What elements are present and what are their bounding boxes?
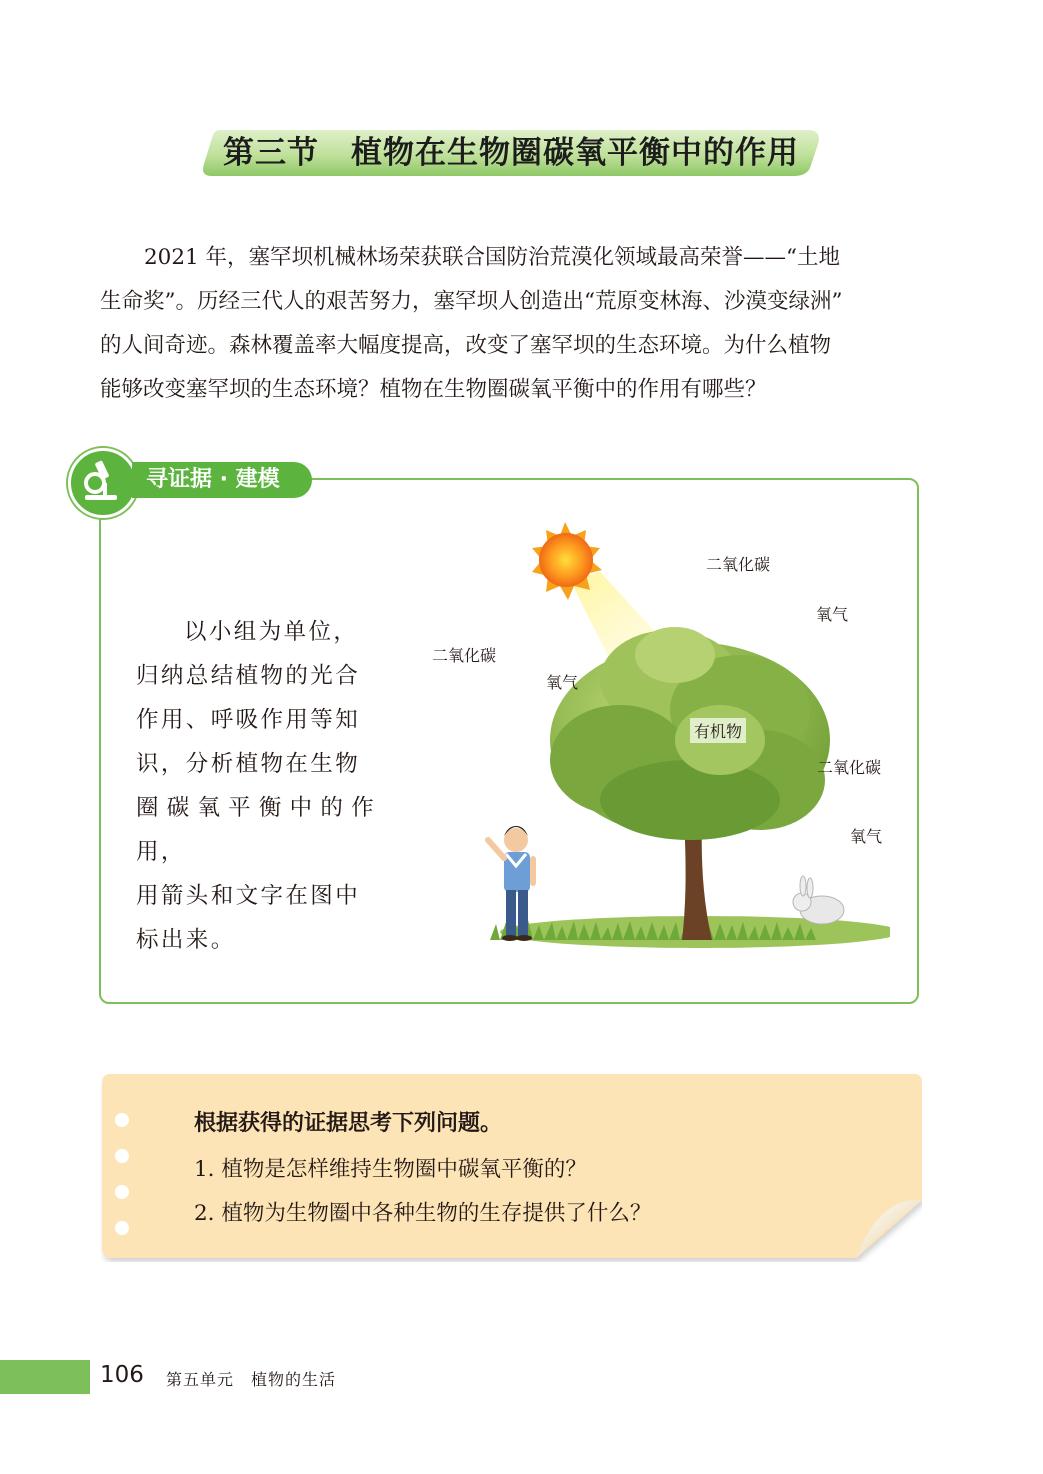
intro-line: 的人间奇迹。森林覆盖率大幅度提高，改变了塞罕坝的生态环境。为什么植物 bbox=[100, 333, 832, 358]
task-line: 以小组为单位， bbox=[184, 619, 359, 645]
label-o2-right: 氧气 bbox=[850, 827, 883, 846]
task-line: 作用、呼吸作用等知 bbox=[136, 707, 361, 733]
question-item: 2. 植物为生物圈中各种生物的生存提供了什么？ bbox=[194, 1201, 652, 1226]
carbon-oxygen-illustration bbox=[420, 510, 890, 960]
label-co2-top: 二氧化碳 bbox=[706, 555, 771, 574]
microscope-icon bbox=[81, 459, 121, 503]
label-organic-matter: 有机物 bbox=[690, 718, 746, 743]
page-number: 106 bbox=[100, 1362, 144, 1388]
task-line: 识，分析植物在生物 bbox=[136, 751, 361, 777]
section-title-bar bbox=[198, 128, 824, 178]
question-item: 1. 植物是怎样维持生物圈中碳氧平衡的？ bbox=[194, 1157, 587, 1182]
task-line: 圈碳氧平衡中的作用， bbox=[136, 795, 376, 865]
activity-badge bbox=[68, 448, 138, 518]
label-co2-left: 二氧化碳 bbox=[432, 646, 497, 665]
intro-line: 生命奖”。历经三代人的艰苦努力，塞罕坝人创造出“荒原变林海、沙漠变绿洲” bbox=[100, 289, 843, 314]
intro-line: 能够改变塞罕坝的生态环境？植物在生物圈碳氧平衡中的作用有哪些？ bbox=[100, 377, 767, 402]
footer-accent-bar bbox=[0, 1360, 90, 1394]
label-o2-left: 氧气 bbox=[546, 673, 579, 692]
label-o2-top: 氧气 bbox=[816, 605, 849, 624]
activity-task bbox=[136, 610, 376, 962]
task-line: 标出来。 bbox=[136, 927, 236, 953]
tree bbox=[550, 627, 830, 940]
rabbit-figure bbox=[793, 876, 844, 924]
questions-heading: 根据获得的证据思考下列问题。 bbox=[194, 1111, 503, 1136]
task-line: 归纳总结植物的光合 bbox=[136, 663, 361, 689]
intro-paragraph bbox=[100, 236, 922, 412]
intro-line: 2021 年，塞罕坝机械林场荣获联合国防治荒漠化领域最高荣誉——“土地 bbox=[144, 245, 841, 270]
unit-title: 第五单元 植物的生活 bbox=[166, 1370, 337, 1389]
task-line: 用箭头和文字在图中 bbox=[136, 883, 361, 909]
label-co2-right: 二氧化碳 bbox=[817, 758, 882, 777]
page-title: 第三节 植物在生物圈碳氧平衡中的作用 bbox=[223, 135, 799, 171]
activity-label: 寻证据 · 建模 bbox=[132, 462, 312, 498]
